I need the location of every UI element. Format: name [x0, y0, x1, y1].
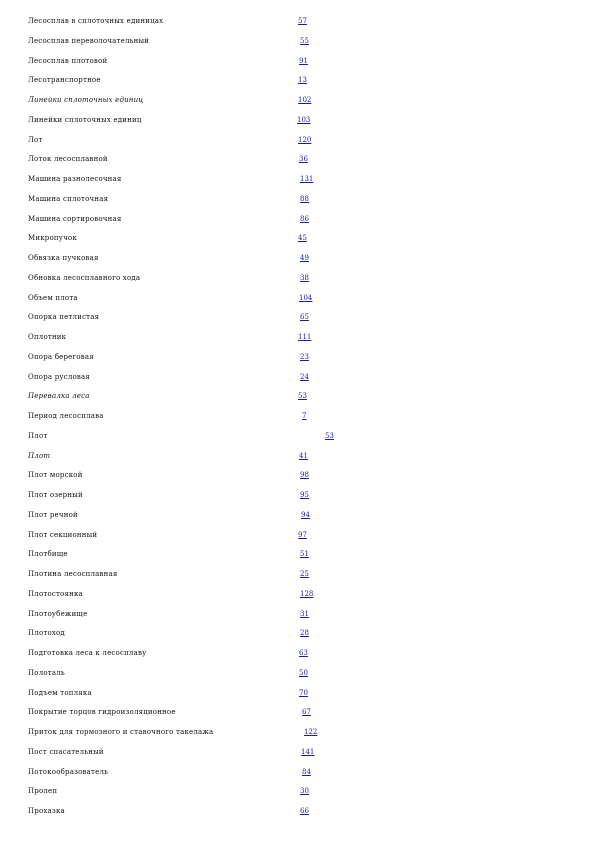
- index-term: Микропучок: [28, 234, 77, 243]
- index-term: Оплотник: [28, 333, 67, 341]
- index-term: Покрытие торцов гидроизоляционное: [28, 708, 176, 717]
- subject-index: [0, 14, 595, 824]
- index-term: Лесотранспортное: [28, 76, 101, 85]
- index-term: Опора береговая: [28, 352, 94, 361]
- index-page-link[interactable]: 38: [300, 273, 309, 282]
- index-entry: [0, 705, 595, 719]
- index-entry: [0, 370, 595, 384]
- index-page-link[interactable]: 7: [302, 412, 307, 420]
- index-term: Обновка лесосплавного хода: [28, 273, 141, 282]
- index-entry: [0, 804, 595, 818]
- index-page-link[interactable]: 120: [298, 135, 312, 144]
- index-page-link[interactable]: 41: [299, 451, 308, 460]
- index-term: Плотостоянка: [28, 589, 83, 598]
- index-term: Линейки сплоточных единиц: [28, 115, 142, 124]
- index-entry: [0, 212, 595, 226]
- index-page-link[interactable]: 94: [301, 510, 310, 519]
- index-page-link[interactable]: 24: [300, 372, 309, 381]
- index-page-link[interactable]: 128: [300, 589, 314, 598]
- index-page-link[interactable]: 13: [298, 76, 307, 85]
- index-page-link[interactable]: 67: [302, 708, 311, 717]
- index-entry: [0, 666, 595, 680]
- index-entry: [0, 172, 595, 186]
- index-page-link[interactable]: 66: [300, 807, 309, 815]
- index-term: Лесосплав переволочательный: [28, 36, 150, 45]
- index-term: Перевалка леса: [28, 392, 90, 401]
- index-page-link[interactable]: 23: [300, 352, 309, 361]
- index-page-link[interactable]: 131: [300, 175, 314, 183]
- index-entry: [0, 152, 595, 166]
- index-term: Плотина лесосплавная: [28, 570, 118, 578]
- index-page-link[interactable]: 97: [298, 530, 307, 539]
- index-page-link[interactable]: 55: [300, 36, 309, 45]
- index-entry: [0, 607, 595, 621]
- index-page-link[interactable]: 86: [300, 214, 309, 223]
- index-page-link[interactable]: 122: [304, 728, 318, 736]
- index-term: Приток для тормозного и ставочного такелажа: [28, 728, 214, 736]
- index-page-link[interactable]: 70: [299, 688, 308, 697]
- index-term: Опорка петлистая: [28, 313, 100, 322]
- index-entry: [0, 626, 595, 640]
- index-entry: [0, 14, 595, 28]
- index-page-link[interactable]: 91: [299, 56, 308, 65]
- index-term: Машина сортировочная: [28, 214, 122, 223]
- index-entry: [0, 310, 595, 324]
- index-term: Плот: [28, 451, 51, 460]
- index-entry: [0, 547, 595, 561]
- index-page-link[interactable]: 111: [298, 333, 312, 341]
- index-entry: [0, 725, 595, 739]
- index-term: Полоталь: [28, 668, 65, 677]
- index-entry: [0, 567, 595, 581]
- index-term: Подготовка леса к лесосплаву: [28, 649, 147, 657]
- index-page-link[interactable]: 25: [300, 570, 309, 578]
- index-term: Плотоход: [28, 629, 65, 638]
- index-page-link[interactable]: 36: [299, 155, 308, 164]
- index-entry: [0, 587, 595, 601]
- index-entry: [0, 468, 595, 482]
- index-term: Пролеп: [28, 787, 58, 796]
- index-term: Плотоубежище: [28, 609, 88, 618]
- index-term: Лесосплав плотовой: [28, 56, 108, 65]
- index-page-link[interactable]: 95: [300, 491, 309, 499]
- index-page-link[interactable]: 53: [298, 392, 307, 401]
- index-entry: [0, 192, 595, 206]
- index-entry: [0, 73, 595, 87]
- index-term: Линейки сплоточных единиц: [28, 96, 144, 104]
- index-entry: [0, 449, 595, 463]
- index-term: Подъем топляка: [28, 688, 92, 697]
- index-entry: [0, 251, 595, 265]
- index-page-link[interactable]: 98: [300, 471, 309, 480]
- index-entry: [0, 429, 595, 443]
- index-page-link[interactable]: 49: [300, 254, 309, 262]
- index-term: Объем плота: [28, 293, 78, 302]
- index-page-link[interactable]: 63: [299, 649, 308, 657]
- index-page-link[interactable]: 31: [300, 609, 309, 618]
- index-term: Обвязка пучковая: [28, 254, 99, 262]
- index-term: Пост спасательный: [28, 747, 104, 756]
- index-page-link[interactable]: 57: [298, 17, 307, 25]
- index-entry: [0, 34, 595, 48]
- index-entry: [0, 389, 595, 403]
- index-term: Лот: [28, 135, 43, 144]
- index-entry: [0, 54, 595, 68]
- index-term: Плот речной: [28, 510, 78, 519]
- index-page-link[interactable]: 30: [300, 787, 309, 796]
- index-page-link[interactable]: 102: [298, 96, 312, 104]
- index-page-link[interactable]: 84: [302, 767, 311, 776]
- index-entry: [0, 508, 595, 522]
- index-page-link[interactable]: 28: [300, 629, 309, 638]
- index-page-link[interactable]: 141: [301, 747, 315, 756]
- index-term: Плот секционный: [28, 530, 98, 539]
- index-term: Лесосплав в сплоточных единицах: [28, 17, 164, 25]
- index-entry: [0, 488, 595, 502]
- index-term: Машина сплоточная: [28, 194, 109, 203]
- index-term: Плот морской: [28, 471, 83, 480]
- index-entry: [0, 93, 595, 107]
- index-entry: [0, 271, 595, 285]
- index-term: Плотбище: [28, 550, 68, 559]
- index-entry: [0, 291, 595, 305]
- index-page-link[interactable]: 45: [298, 234, 307, 243]
- index-term: Лоток лесосплавной: [28, 155, 108, 164]
- index-term: Плот озерный: [28, 491, 83, 499]
- index-term: Плот: [28, 431, 48, 440]
- index-page-link[interactable]: 53: [325, 431, 334, 440]
- index-entry: [0, 784, 595, 798]
- index-term: Период лесосплава: [28, 412, 104, 420]
- index-entry: [0, 646, 595, 660]
- index-page-link[interactable]: 51: [300, 550, 309, 559]
- index-entry: [0, 528, 595, 542]
- index-entry: [0, 765, 595, 779]
- index-term: Машина разнолесочная: [28, 175, 122, 183]
- index-term: Опора русловая: [28, 372, 91, 381]
- index-entry: [0, 409, 595, 423]
- index-term: Потокообразователь: [28, 767, 109, 776]
- index-entry: [0, 113, 595, 127]
- index-page-link[interactable]: 88: [300, 194, 309, 203]
- index-page-link[interactable]: 65: [300, 313, 309, 322]
- index-entry: [0, 231, 595, 245]
- index-entry: [0, 686, 595, 700]
- index-entry: [0, 330, 595, 344]
- index-page-link[interactable]: 104: [299, 293, 313, 302]
- index-page-link[interactable]: 103: [297, 115, 311, 124]
- index-entry: [0, 350, 595, 364]
- index-entry: [0, 745, 595, 759]
- index-entry: [0, 133, 595, 147]
- index-term: Прохазка: [28, 807, 65, 815]
- index-page-link[interactable]: 50: [299, 668, 308, 677]
